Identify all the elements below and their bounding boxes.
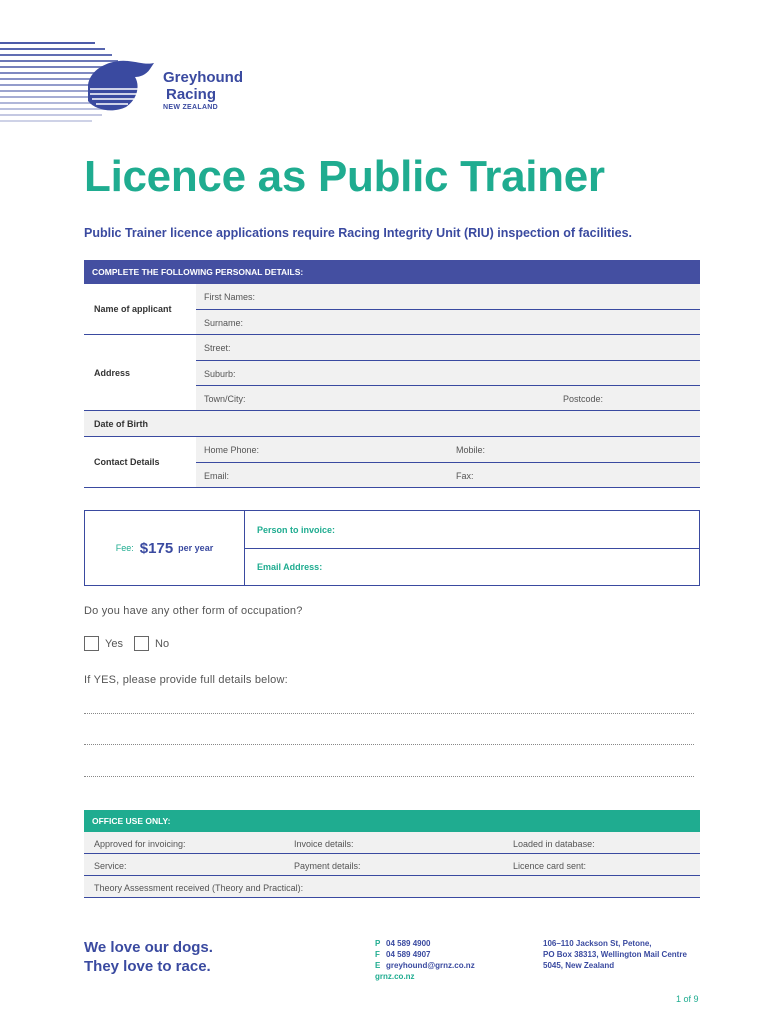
name-label: Name of applicant xyxy=(94,304,172,314)
street-label: Street: xyxy=(204,343,231,353)
theory-label: Theory Assessment received (Theory and Practical): xyxy=(94,883,304,893)
town-city-field[interactable] xyxy=(196,385,700,410)
occupation-question: Do you have any other form of occupation? xyxy=(84,605,303,617)
page-title: Licence as Public Trainer xyxy=(84,152,605,201)
website-link[interactable]: grnz.co.nz xyxy=(375,972,415,981)
address-label: Address xyxy=(94,367,131,378)
postcode-label: Postcode: xyxy=(563,394,604,404)
page-number: 1 of 9 xyxy=(676,994,699,1004)
email-address-label: Email Address: xyxy=(257,562,323,572)
phone-field[interactable] xyxy=(196,437,700,462)
suburb-label: Suburb: xyxy=(204,369,236,379)
email-address-field[interactable] xyxy=(245,548,699,585)
fee-amount: $175 xyxy=(139,539,174,557)
approved-label: Approved for invoicing: xyxy=(94,839,186,849)
mobile-label: Mobile: xyxy=(456,445,486,455)
payment-details-label: Payment details: xyxy=(294,861,361,871)
footer-address xyxy=(543,938,687,971)
surname-label: Surname: xyxy=(204,318,244,328)
invoice-details-label: Invoice details: xyxy=(294,839,354,849)
town-city-label: Town/City: xyxy=(204,394,246,404)
address-row xyxy=(84,334,700,410)
address-line-2: PO Box 38313, Wellington Mail Centre xyxy=(543,950,687,959)
office-use-header: OFFICE USE ONLY: xyxy=(84,810,700,832)
phone-number: 04 589 4900 xyxy=(386,939,431,948)
fax-key: F xyxy=(375,950,380,959)
fee-box xyxy=(84,510,700,586)
service-label: Service: xyxy=(94,861,127,871)
fee-summary xyxy=(85,511,245,585)
details-line-3[interactable] xyxy=(84,776,694,777)
email-label: Email: xyxy=(204,471,230,481)
licence-card-label: Licence card sent: xyxy=(513,861,587,871)
details-line-2[interactable] xyxy=(84,744,694,745)
dob-label: Date of Birth xyxy=(84,411,196,436)
email-key: E xyxy=(375,961,381,970)
details-line-1[interactable] xyxy=(84,713,694,714)
fax-number: 04 589 4907 xyxy=(386,950,431,959)
email-link[interactable]: greyhound@grnz.co.nz xyxy=(386,961,475,970)
phone-key: P xyxy=(375,939,381,948)
loaded-label: Loaded in database: xyxy=(513,839,595,849)
personal-details-header: COMPLETE THE FOLLOWING PERSONAL DETAILS: xyxy=(84,260,700,284)
address-line-3: 5045, New Zealand xyxy=(543,961,615,970)
email-fax-field[interactable] xyxy=(196,462,700,487)
person-to-invoice-field[interactable] xyxy=(245,511,699,548)
personal-details-table xyxy=(84,260,700,488)
no-checkbox[interactable] xyxy=(134,636,149,651)
logo-line-1: Greyhound xyxy=(163,69,244,86)
first-names-field[interactable] xyxy=(196,284,700,309)
footer-tagline xyxy=(84,938,213,976)
fee-label: Fee: xyxy=(115,543,134,553)
office-row-2 xyxy=(84,854,700,876)
name-row xyxy=(84,284,700,334)
yes-option[interactable] xyxy=(84,636,123,651)
logo-line-2: Racing xyxy=(166,86,217,103)
yes-label: Yes xyxy=(105,637,123,650)
fax-label: Fax: xyxy=(456,471,474,481)
footer-contact xyxy=(375,938,475,982)
contact-label: Contact Details xyxy=(94,457,160,467)
contact-row xyxy=(84,436,700,487)
no-label: No xyxy=(155,637,170,650)
dob-row[interactable] xyxy=(84,410,700,436)
person-to-invoice-label: Person to invoice: xyxy=(257,524,336,535)
logo-line-3: NEW ZEALAND xyxy=(163,104,219,111)
page-subtitle: Public Trainer licence applications require Racing Integrity Unit (RIU) inspection of facilities. xyxy=(84,226,633,240)
no-option[interactable] xyxy=(134,636,169,651)
logo-wordmark xyxy=(163,70,243,111)
address-line-1: 106–110 Jackson St, Petone, xyxy=(543,939,652,948)
tagline-line-1: We love our dogs. xyxy=(84,939,213,956)
fee-period: per year xyxy=(178,543,214,553)
suburb-field[interactable] xyxy=(196,360,700,385)
office-row-1 xyxy=(84,832,700,854)
office-use-table xyxy=(84,810,700,898)
street-field[interactable] xyxy=(196,335,700,360)
home-phone-label: Home Phone: xyxy=(204,445,260,455)
tagline-line-2: They love to race. xyxy=(84,958,211,975)
office-row-3 xyxy=(84,876,700,898)
first-names-label: First Names: xyxy=(204,292,256,302)
yes-checkbox[interactable] xyxy=(84,636,99,651)
if-yes-instruction: If YES, please provide full details below: xyxy=(84,674,288,686)
surname-field[interactable] xyxy=(196,309,700,334)
